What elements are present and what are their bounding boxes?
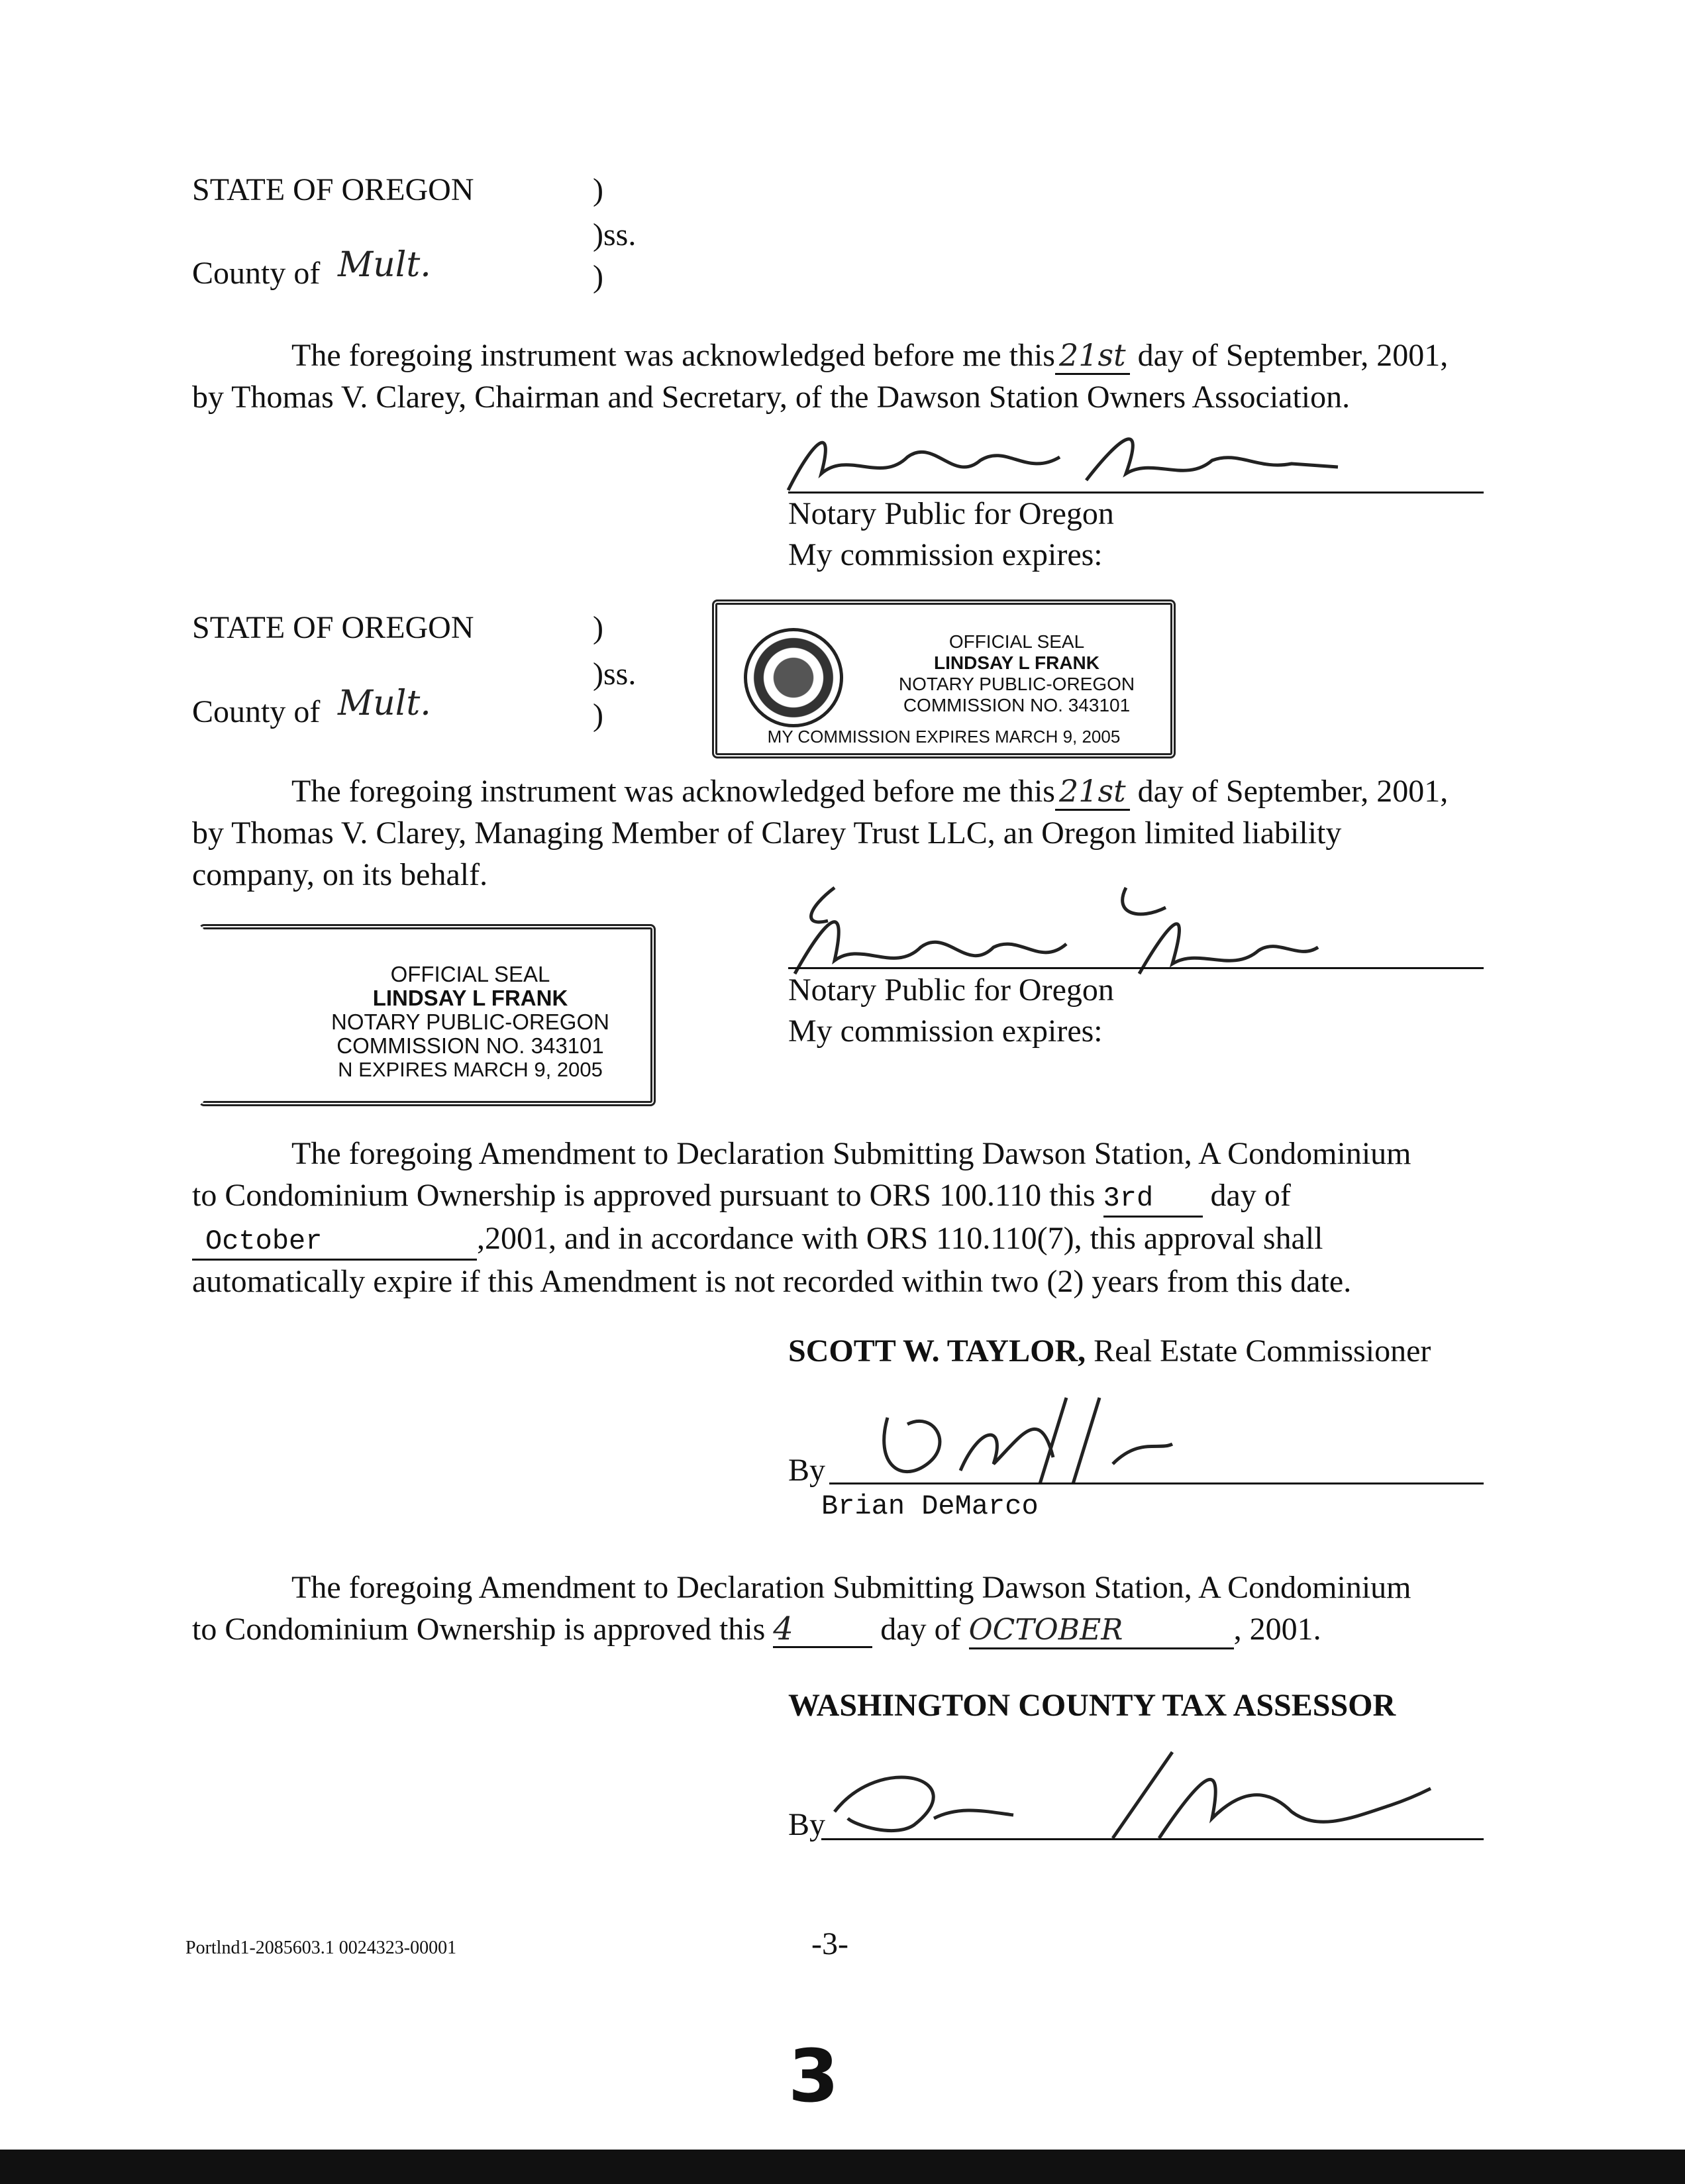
bracket-bottom-1: ) [593,259,603,294]
notary-label-1: Notary Public for Oregon [788,496,1114,531]
assessor-day-field: 4 [773,1612,872,1648]
signature-line-4 [821,1838,1484,1840]
scan-edge-bar [0,2150,1685,2184]
county-label-2: County of [192,694,321,729]
county-handwritten-1: Mult. [338,245,431,285]
commissioner-signature-block: SCOTT W. TAYLOR, Real Estate Commissioner [788,1333,1431,1369]
signer-printed-name: Brian DeMarco [821,1490,1039,1522]
approval-paragraph-1: The foregoing Amendment to Declaration Submitting Dawson Station, A Condominium to Condominium Ownership is approved pursuant to ORS 100.110 this 3rd day of October ,2001, and in accordance with ORS 110.110(7), this approval shall automatically expire if this Amendment is not recorded within two (2) years from this date. [192,1136,1411,1299]
bracket-top-2: ) [593,610,603,645]
tax-assessor-heading: WASHINGTON COUNTY TAX ASSESSOR [788,1688,1396,1723]
by-label-1: By [788,1453,826,1488]
ss-mark-1: )ss. [593,217,637,252]
by-label-2: By [788,1807,826,1842]
approval-paragraph-2: The foregoing Amendment to Declaration Submitting Dawson Station, A Condominium to Condominium Ownership is approved this 4 day of OCTOBER , 2001. [192,1567,1484,1650]
signature-line-1 [788,492,1484,494]
ss-mark-2: )ss. [593,656,637,692]
notary-label-2: Notary Public for Oregon [788,972,1114,1008]
state-seal-emblem-icon [744,628,843,727]
tax-assessor-signature [828,1739,1437,1845]
acknowledgment-paragraph-2: The foregoing instrument was acknowledged before me this 21st day of September, 2001, by Thomas V. Clarey, Managing Member of Clarey Trust LLC, an Oregon limited liability company, on its behalf. [192,773,1449,892]
signature-line-2 [788,967,1484,969]
commission-label-1: My commission expires: [788,537,1103,572]
day-handwritten-1: 21st [1055,337,1130,375]
acknowledgment-paragraph-1: The foregoing instrument was acknowledged before me this 21st day of September, 2001, by Thomas V. Clarey, Chairman and Secretary, of the Dawson Station Owners Association. [192,337,1449,415]
document-id: Portlnd1-2085603.1 0024323-00001 [185,1938,457,1958]
approval-day-field: 3rd [1103,1181,1203,1218]
page-number: -3- [811,1926,848,1961]
bracket-bottom-2: ) [593,698,603,733]
state-heading-1: STATE OF OREGON [192,172,474,207]
assessor-month-field: OCTOBER [969,1613,1234,1649]
commission-label-2: My commission expires: [788,1014,1103,1049]
handwritten-page-number: 3 [788,2034,839,2118]
county-handwritten-2: Mult. [338,684,431,723]
bracket-top-1: ) [593,172,603,207]
approval-month-field: October [192,1224,477,1261]
state-heading-2: STATE OF OREGON [192,610,474,645]
notary-seal-stamp-partial: OFFICIAL SEAL LINDSAY L FRANK NOTARY PUBLIC-OREGON COMMISSION NO. 343101 N EXPIRES MARCH 9, 2005 [199,924,656,1106]
notary-seal-stamp: OFFICIAL SEAL LINDSAY L FRANK NOTARY PUBLIC-OREGON COMMISSION NO. 343101 MY COMMISSION EXPIRES MARCH 9, 2005 [712,599,1176,758]
signature-line-3 [829,1482,1484,1484]
day-handwritten-2: 21st [1055,773,1130,811]
commissioner-signature [861,1384,1179,1490]
county-label-1: County of [192,256,321,291]
